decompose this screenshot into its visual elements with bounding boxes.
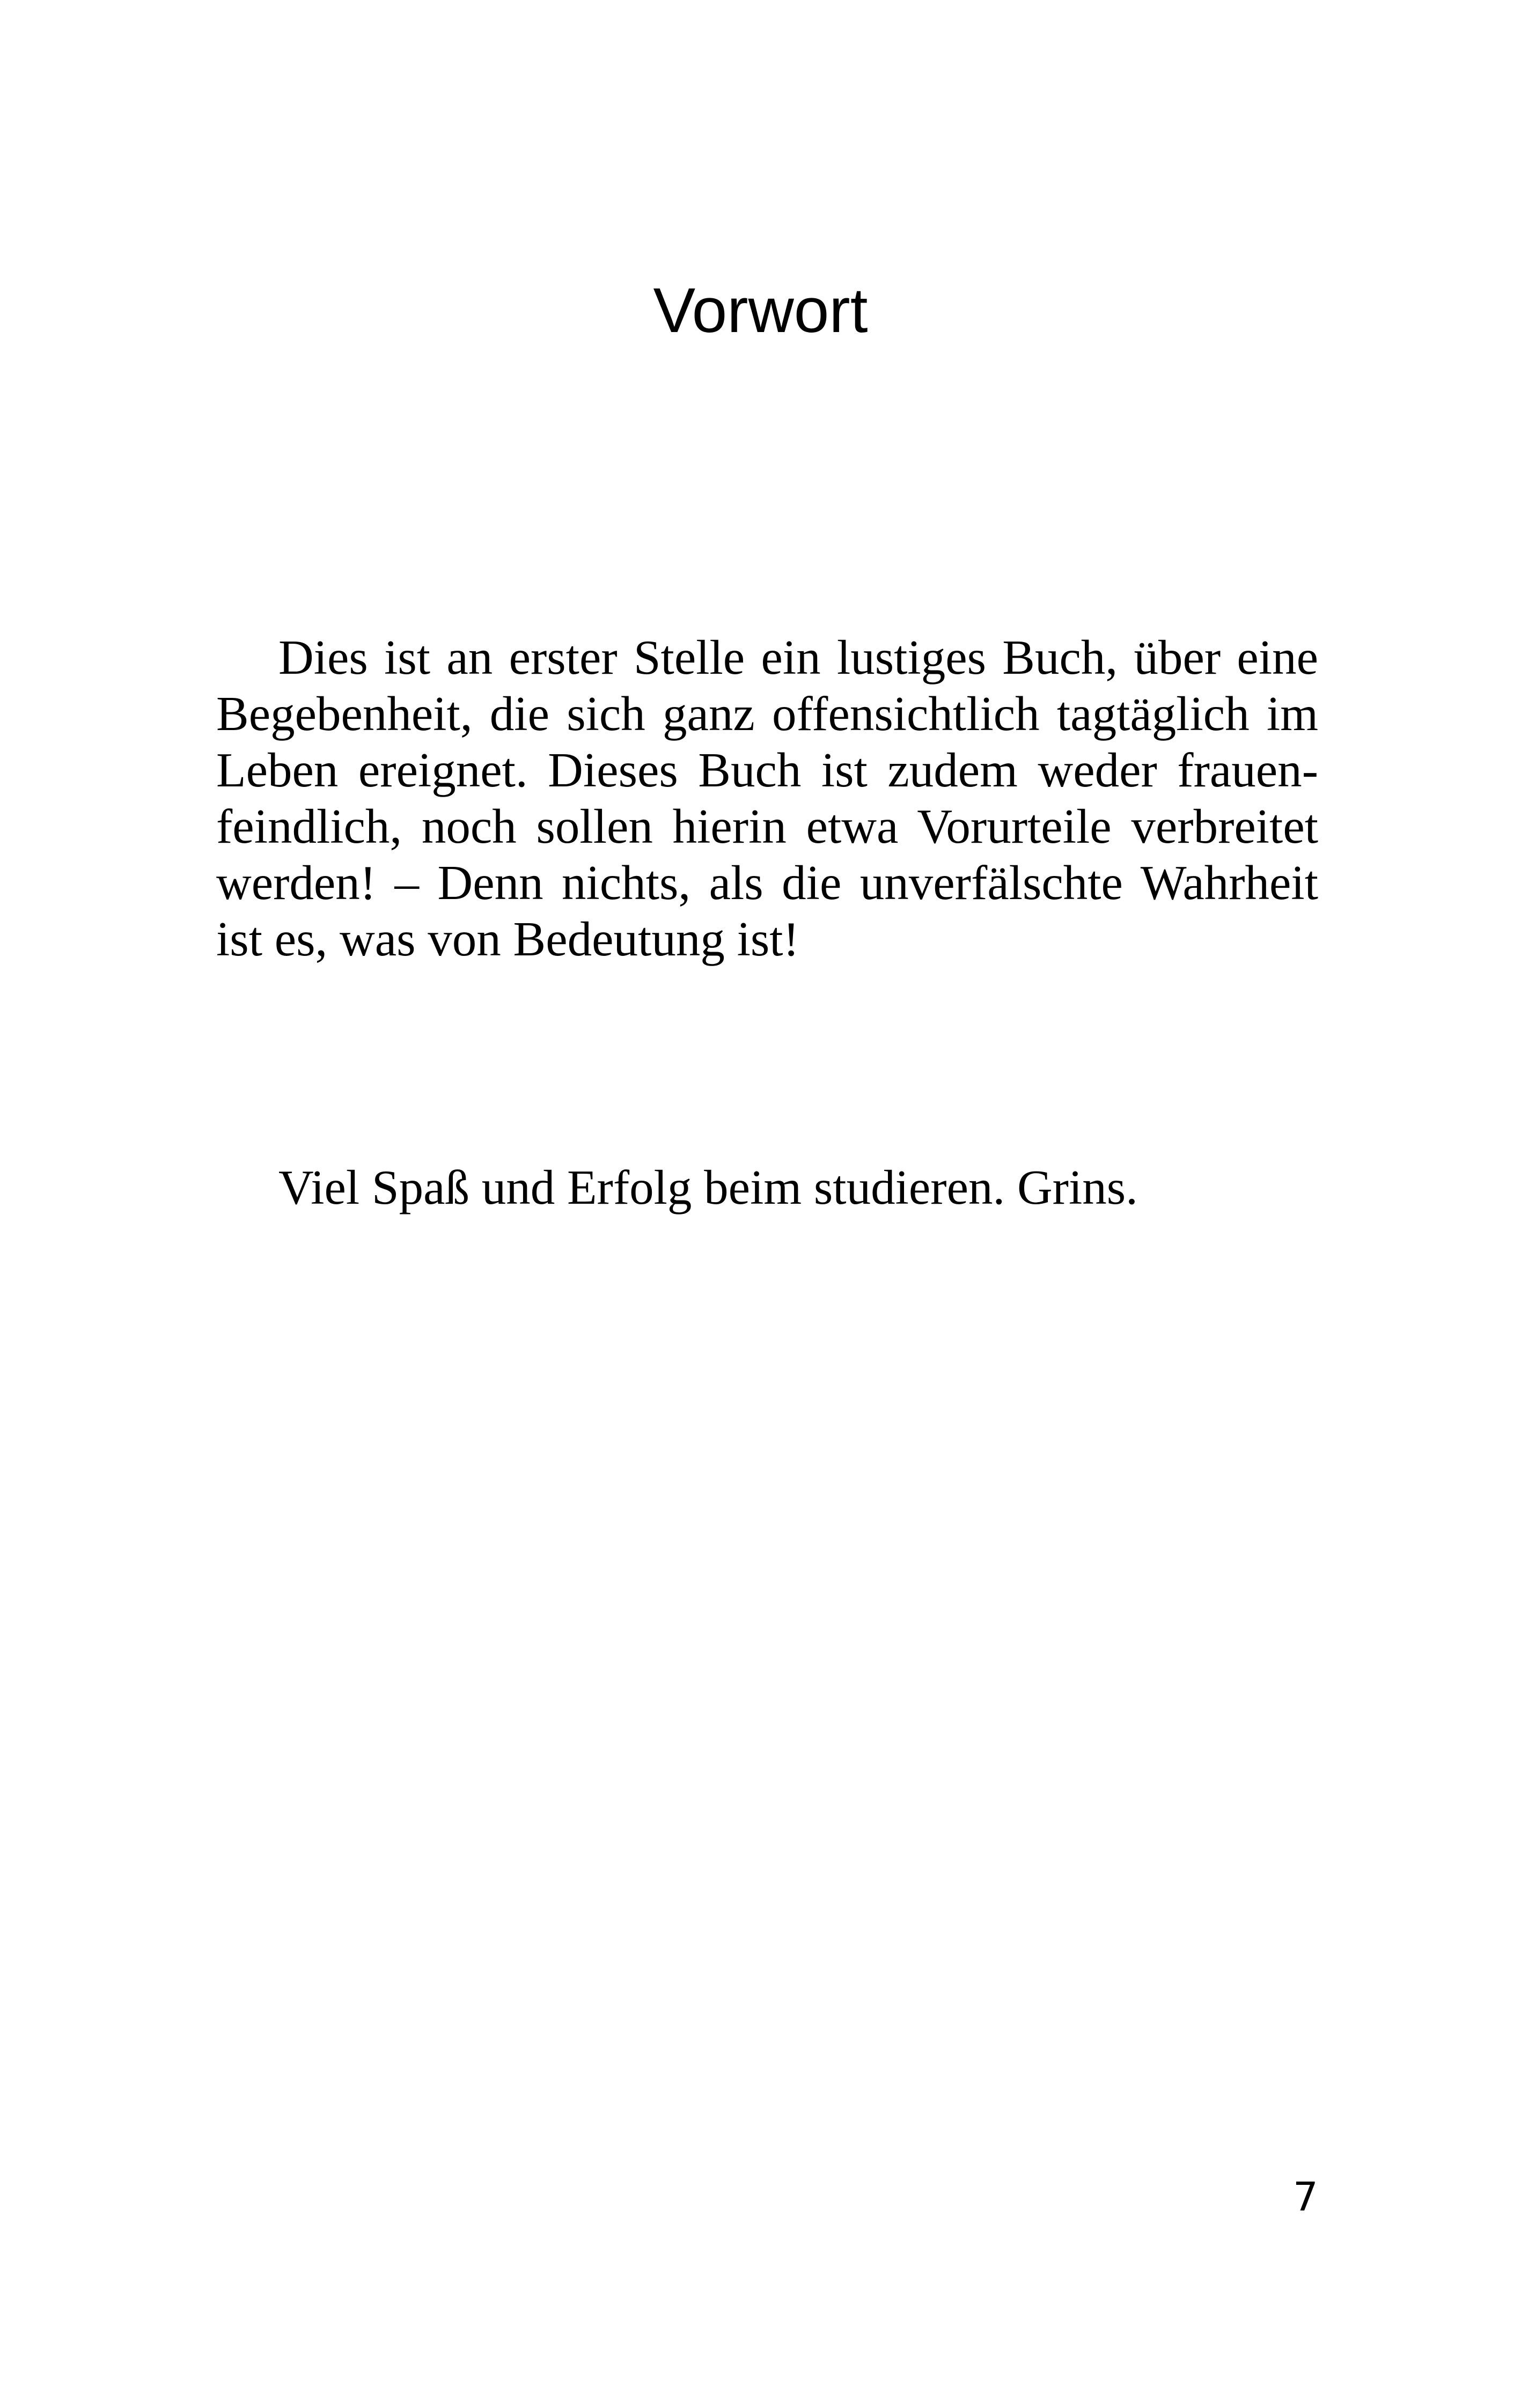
page-title: Vorwort: [653, 275, 868, 347]
closing-paragraph: Viel Spaß und Erfolg beim studieren. Grins.: [278, 1160, 1138, 1214]
page-number: 7: [1292, 2174, 1318, 2220]
intro-paragraph: Dies ist an erster Stelle ein lustiges Buch, über eine Begebenheit, die sich ganz offensichtlich tagtäglich im Leben ereignet. Dieses Buch ist zudem weder frauenfeindlich, noch sollen hierin etwa Vorurteile verbreitet werden! – Denn nichts, als die unverfälschte Wahrheit ist es, was von Bedeutung ist!: [216, 630, 1318, 966]
